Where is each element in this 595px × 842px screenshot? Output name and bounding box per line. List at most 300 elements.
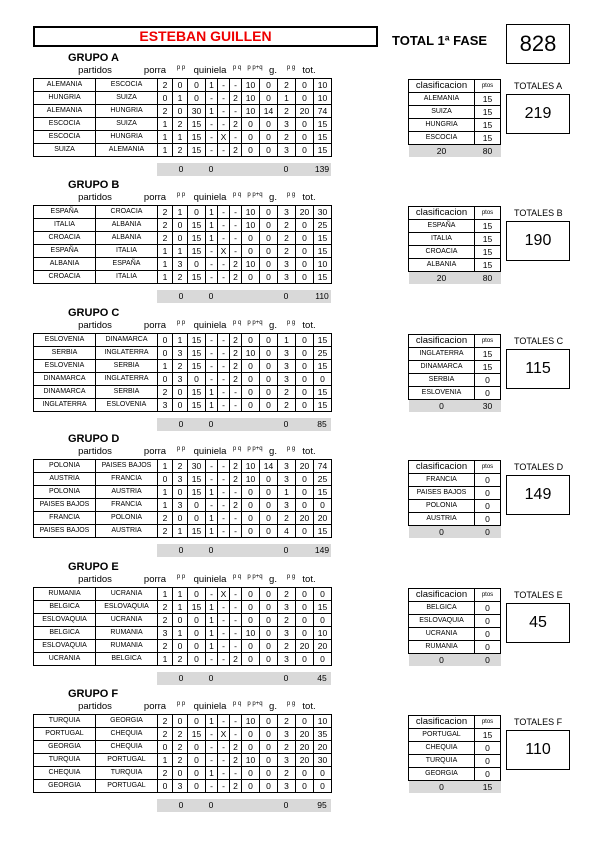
score-cell: 1 — [206, 79, 218, 92]
match-row — [34, 627, 332, 640]
score-cell: 2 — [158, 601, 173, 614]
score-cell: 1 — [158, 360, 173, 373]
team-cell: CROACIA — [34, 232, 96, 245]
team-cell: CHEQUIA — [96, 728, 158, 741]
score-cell: - — [218, 627, 230, 640]
sum-cell: 0 — [277, 799, 295, 812]
team-cell: DINAMARCA — [34, 386, 96, 399]
column-header-ppq: p p+q — [247, 701, 263, 707]
score-cell: - — [230, 767, 242, 780]
score-cell: 0 — [188, 767, 206, 780]
score-cell: 0 — [242, 131, 260, 144]
column-header-pp: p p — [176, 192, 186, 198]
score-cell: 0 — [260, 219, 278, 232]
ptos-header: ptos — [475, 461, 501, 474]
team-cell: INGLATERRA — [96, 347, 158, 360]
column-header-g: g. — [269, 574, 277, 585]
team-name: POLONIA — [409, 500, 475, 513]
team-cell: ITALIA — [96, 245, 158, 258]
column-header-row — [33, 320, 405, 334]
group-title: GRUPO B — [68, 179, 120, 191]
column-header-partidos: partidos — [78, 65, 112, 76]
team-points: 0 — [475, 755, 501, 768]
score-cell: - — [218, 473, 230, 486]
team-cell: HUNGRIA — [96, 131, 158, 144]
score-cell: - — [230, 486, 242, 499]
score-cell: 1 — [206, 715, 218, 728]
score-cell: - — [218, 144, 230, 157]
score-cell: 0 — [314, 588, 332, 601]
column-header-pg: p g — [286, 320, 296, 326]
score-cell: 10 — [314, 79, 332, 92]
score-cell: 0 — [173, 512, 188, 525]
score-cell: 15 — [188, 334, 206, 347]
match-row — [34, 640, 332, 653]
score-cell: 2 — [230, 144, 242, 157]
score-cell: 0 — [188, 79, 206, 92]
score-cell: X — [218, 588, 230, 601]
clasificacion-header: clasificacion — [409, 80, 475, 93]
score-cell: 2 — [278, 640, 296, 653]
score-cell: 14 — [260, 105, 278, 118]
team-name: AUSTRIA — [409, 513, 475, 526]
column-header-pp: p p — [176, 65, 186, 71]
team-cell: ALBANIA — [34, 258, 96, 271]
score-cell: 10 — [242, 715, 260, 728]
team-cell: GEORGIA — [96, 715, 158, 728]
score-cell: 15 — [188, 728, 206, 741]
matches-table — [33, 333, 332, 412]
column-header-pp: p p — [176, 701, 186, 707]
team-name: CROACIA — [409, 246, 475, 259]
team-cell: PORTUGAL — [96, 754, 158, 767]
score-cell: 1 — [158, 131, 173, 144]
team-points: 0 — [475, 500, 501, 513]
column-header-quiniela: quiniela — [193, 320, 227, 331]
score-cell: 30 — [188, 460, 206, 473]
score-cell: 10 — [314, 715, 332, 728]
score-cell: 1 — [206, 525, 218, 538]
match-row — [34, 271, 332, 284]
score-cell: 1 — [173, 525, 188, 538]
team-points: 15 — [475, 93, 501, 106]
ptos-sum: 80 — [475, 272, 501, 285]
score-cell: 0 — [242, 588, 260, 601]
score-cell: - — [218, 640, 230, 653]
score-cell: 2 — [158, 219, 173, 232]
score-cell: 0 — [242, 512, 260, 525]
score-cell: - — [218, 512, 230, 525]
sum-cell: 0 — [157, 163, 205, 176]
column-header-pg: p g — [286, 701, 296, 707]
totals-row — [33, 799, 331, 812]
score-cell: 1 — [173, 627, 188, 640]
score-cell: 2 — [278, 79, 296, 92]
total-phase-label: TOTAL 1ª FASE — [392, 33, 488, 48]
column-header-g: g. — [269, 320, 277, 331]
score-cell: - — [206, 144, 218, 157]
score-cell: - — [206, 258, 218, 271]
score-cell: 20 — [296, 105, 314, 118]
score-cell: - — [206, 741, 218, 754]
score-cell: 2 — [278, 767, 296, 780]
score-cell: 14 — [260, 460, 278, 473]
score-cell: 3 — [278, 627, 296, 640]
group-total-value: 110 — [506, 730, 570, 770]
score-cell: - — [218, 105, 230, 118]
team-cell: PORTUGAL — [96, 780, 158, 793]
score-cell: 3 — [278, 206, 296, 219]
clasificacion-row — [409, 119, 501, 132]
column-header-pg: p g — [286, 192, 296, 198]
score-cell: 15 — [314, 386, 332, 399]
score-cell: 0 — [260, 525, 278, 538]
team-name: SERBIA — [409, 374, 475, 387]
score-cell: - — [218, 767, 230, 780]
sum-cell: 0 — [205, 418, 217, 431]
clasificacion-row — [409, 729, 501, 742]
team-cell: TURQUIA — [34, 754, 96, 767]
clasificacion-row — [409, 348, 501, 361]
score-cell: 10 — [242, 79, 260, 92]
clasificacion-row — [409, 233, 501, 246]
team-cell: ESPAÑA — [34, 206, 96, 219]
team-cell: BELGICA — [96, 653, 158, 666]
score-cell: 2 — [173, 360, 188, 373]
score-cell: - — [218, 525, 230, 538]
column-header-partidos: partidos — [78, 574, 112, 585]
score-cell: 0 — [296, 258, 314, 271]
group-total-value: 219 — [506, 94, 570, 134]
ptos-header: ptos — [475, 207, 501, 220]
team-name: ESPAÑA — [409, 220, 475, 233]
column-header-pg: p g — [286, 574, 296, 580]
score-cell: 3 — [278, 347, 296, 360]
column-header-pp: p p — [176, 446, 186, 452]
score-cell: 2 — [230, 271, 242, 284]
score-cell: 1 — [173, 588, 188, 601]
score-cell: 2 — [173, 271, 188, 284]
score-cell: 30 — [188, 105, 206, 118]
clasificacion-table — [408, 334, 501, 412]
column-header-partidos: partidos — [78, 446, 112, 457]
score-cell: 1 — [158, 460, 173, 473]
score-cell: 0 — [260, 741, 278, 754]
score-cell: 3 — [278, 754, 296, 767]
score-cell: - — [218, 118, 230, 131]
ptos-header: ptos — [475, 716, 501, 729]
score-cell: 25 — [314, 219, 332, 232]
sum-cell — [95, 799, 157, 812]
team-cell: RUMANIA — [34, 588, 96, 601]
score-cell: - — [218, 715, 230, 728]
score-cell: X — [218, 131, 230, 144]
group-total-value: 115 — [506, 349, 570, 389]
score-cell: 2 — [158, 614, 173, 627]
match-row — [34, 245, 332, 258]
sum-cell — [33, 672, 95, 685]
score-cell: 3 — [278, 780, 296, 793]
score-cell: 2 — [173, 460, 188, 473]
team-points: 15 — [475, 348, 501, 361]
score-cell: 0 — [158, 741, 173, 754]
score-cell: 1 — [278, 486, 296, 499]
score-cell: - — [218, 653, 230, 666]
score-cell: 3 — [173, 373, 188, 386]
team-cell: ESPAÑA — [96, 258, 158, 271]
score-cell: - — [206, 334, 218, 347]
sum-cell — [229, 544, 241, 557]
score-cell: 2 — [230, 460, 242, 473]
score-cell: - — [218, 460, 230, 473]
sum-cell — [217, 799, 229, 812]
ptos-sum: 15 — [475, 781, 501, 794]
score-cell: 0 — [296, 79, 314, 92]
score-cell: 2 — [230, 780, 242, 793]
totals-row — [33, 163, 331, 176]
sum-cell — [241, 290, 259, 303]
score-cell: 1 — [173, 601, 188, 614]
score-cell: 15 — [314, 486, 332, 499]
team-cell: ESLOVENIA — [96, 399, 158, 412]
score-cell: 15 — [314, 360, 332, 373]
group-totals-label: TOTALES D — [514, 462, 564, 472]
team-points: 15 — [475, 729, 501, 742]
team-points: 15 — [475, 119, 501, 132]
team-cell: INGLATERRA — [96, 373, 158, 386]
score-cell: 1 — [206, 640, 218, 653]
sum-cell — [295, 672, 313, 685]
match-row — [34, 373, 332, 386]
team-cell: CROACIA — [34, 271, 96, 284]
score-cell: 1 — [173, 92, 188, 105]
column-header-quiniela: quiniela — [193, 701, 227, 712]
score-cell: 15 — [314, 601, 332, 614]
score-cell: 3 — [278, 653, 296, 666]
score-cell: 2 — [158, 232, 173, 245]
score-cell: 0 — [260, 334, 278, 347]
group-total-value: 45 — [506, 603, 570, 643]
score-cell: 0 — [296, 767, 314, 780]
score-cell: 2 — [278, 715, 296, 728]
score-cell: 15 — [188, 232, 206, 245]
team-name: CHEQUIA — [409, 742, 475, 755]
team-name: FRANCIA — [409, 474, 475, 487]
column-header-tot: tot. — [302, 574, 316, 585]
totals-row — [33, 672, 331, 685]
score-cell: 0 — [296, 588, 314, 601]
score-cell: - — [206, 588, 218, 601]
sum-cell — [259, 672, 277, 685]
group-totals-label: TOTALES C — [514, 336, 564, 346]
match-row — [34, 399, 332, 412]
team-cell: DINAMARCA — [34, 373, 96, 386]
score-cell: 10 — [242, 473, 260, 486]
team-cell: UCRANIA — [34, 653, 96, 666]
clasificacion-totals — [409, 781, 501, 794]
team-cell: RUMANIA — [96, 627, 158, 640]
score-cell: 4 — [278, 525, 296, 538]
score-cell: - — [218, 486, 230, 499]
score-cell: - — [218, 219, 230, 232]
score-cell: 25 — [314, 473, 332, 486]
clasificacion-totals — [409, 272, 501, 285]
score-cell: - — [230, 206, 242, 219]
score-cell: 3 — [173, 473, 188, 486]
column-header-pp: p p — [176, 320, 186, 326]
score-cell: 2 — [278, 105, 296, 118]
sum-cell — [259, 418, 277, 431]
clasificacion-header: clasificacion — [409, 335, 475, 348]
score-cell: 0 — [242, 118, 260, 131]
sum-cell — [33, 290, 95, 303]
score-cell: 0 — [158, 473, 173, 486]
score-cell: 1 — [278, 334, 296, 347]
totals-row — [33, 418, 331, 431]
match-row — [34, 780, 332, 793]
score-cell: 15 — [188, 219, 206, 232]
score-cell: 0 — [242, 728, 260, 741]
team-cell: PAISES BAJOS — [96, 460, 158, 473]
score-cell: - — [218, 386, 230, 399]
score-cell: - — [230, 728, 242, 741]
score-cell: 1 — [206, 486, 218, 499]
score-cell: 15 — [314, 525, 332, 538]
matches-table — [33, 714, 332, 793]
score-cell: 1 — [206, 105, 218, 118]
score-cell: 0 — [296, 347, 314, 360]
score-cell: 1 — [158, 144, 173, 157]
team-name: BELGICA — [409, 602, 475, 615]
score-cell: - — [206, 118, 218, 131]
score-cell: 1 — [158, 486, 173, 499]
score-cell: 0 — [260, 601, 278, 614]
team-points: 15 — [475, 361, 501, 374]
totals-row — [33, 544, 331, 557]
score-cell: 10 — [314, 92, 332, 105]
score-cell: 15 — [188, 360, 206, 373]
sum-cell — [229, 418, 241, 431]
sum-cell: 0 — [277, 163, 295, 176]
score-cell: - — [230, 601, 242, 614]
clasificacion-row — [409, 220, 501, 233]
score-cell: 2 — [278, 614, 296, 627]
score-cell: 20 — [314, 640, 332, 653]
score-cell: 1 — [206, 614, 218, 627]
team-cell: AUSTRIA — [34, 473, 96, 486]
score-cell: 2 — [158, 386, 173, 399]
score-cell: 0 — [260, 499, 278, 512]
score-cell: 0 — [260, 780, 278, 793]
score-cell: 3 — [173, 258, 188, 271]
score-cell: 1 — [173, 131, 188, 144]
column-header-porra: porra — [143, 574, 167, 585]
team-cell: BELGICA — [34, 627, 96, 640]
sum-cell: 0 — [205, 163, 217, 176]
sum-cell: 149 — [314, 545, 330, 555]
score-cell: 15 — [188, 473, 206, 486]
sum-cell — [229, 799, 241, 812]
score-cell: 1 — [158, 588, 173, 601]
match-row — [34, 118, 332, 131]
column-header-tot: tot. — [302, 701, 316, 712]
sum-cell: 85 — [313, 418, 331, 431]
column-header-partidos: partidos — [78, 701, 112, 712]
score-cell: 0 — [242, 399, 260, 412]
score-cell: 0 — [296, 144, 314, 157]
match-row — [34, 460, 332, 473]
score-cell: 0 — [260, 79, 278, 92]
score-cell: 10 — [242, 347, 260, 360]
score-cell: 0 — [242, 386, 260, 399]
team-name: ITALIA — [409, 233, 475, 246]
score-cell: 10 — [242, 460, 260, 473]
score-cell: 20 — [314, 741, 332, 754]
score-cell: 1 — [158, 653, 173, 666]
team-cell: POLONIA — [34, 460, 96, 473]
sum-cell — [95, 672, 157, 685]
score-cell: 3 — [278, 728, 296, 741]
team-cell: ESLOVENIA — [34, 360, 96, 373]
column-header-quiniela: quiniela — [193, 65, 227, 76]
sum-cell — [95, 544, 157, 557]
clasificacion-row — [409, 259, 501, 272]
column-header-quiniela: quiniela — [193, 192, 227, 203]
team-name: TURQUIA — [409, 755, 475, 768]
score-cell: 74 — [314, 460, 332, 473]
score-cell: 0 — [296, 627, 314, 640]
score-cell: - — [218, 347, 230, 360]
clasificacion-header: clasificacion — [409, 589, 475, 602]
score-cell: 15 — [188, 271, 206, 284]
score-cell: 1 — [173, 245, 188, 258]
score-cell: 15 — [188, 386, 206, 399]
score-cell: 0 — [296, 232, 314, 245]
score-cell: 2 — [278, 588, 296, 601]
sum-cell: 0 — [205, 290, 217, 303]
column-header-porra: porra — [143, 701, 167, 712]
match-row — [34, 499, 332, 512]
team-points: 0 — [475, 513, 501, 526]
score-cell: 15 — [314, 131, 332, 144]
group-title: GRUPO F — [68, 688, 119, 700]
team-cell: ESCOCIA — [34, 118, 96, 131]
team-cell: CROACIA — [96, 206, 158, 219]
team-cell: SERBIA — [96, 386, 158, 399]
team-name: GEORGIA — [409, 768, 475, 781]
matches-table — [33, 205, 332, 284]
score-cell: 3 — [278, 144, 296, 157]
score-cell: 3 — [278, 473, 296, 486]
score-cell: 10 — [242, 627, 260, 640]
sum-cell — [95, 418, 157, 431]
match-row — [34, 79, 332, 92]
score-cell: - — [230, 588, 242, 601]
team-cell: RUMANIA — [96, 640, 158, 653]
score-cell: 0 — [260, 347, 278, 360]
clasificacion-row — [409, 132, 501, 145]
team-points: 0 — [475, 768, 501, 781]
sum-cell — [241, 163, 259, 176]
column-header-g: g. — [269, 701, 277, 712]
score-cell: - — [230, 105, 242, 118]
sum-cell — [295, 544, 313, 557]
score-cell: 0 — [296, 131, 314, 144]
sum-cell — [295, 799, 313, 812]
clasificacion-row — [409, 615, 501, 628]
match-row — [34, 473, 332, 486]
team-name: SUIZA — [409, 106, 475, 119]
